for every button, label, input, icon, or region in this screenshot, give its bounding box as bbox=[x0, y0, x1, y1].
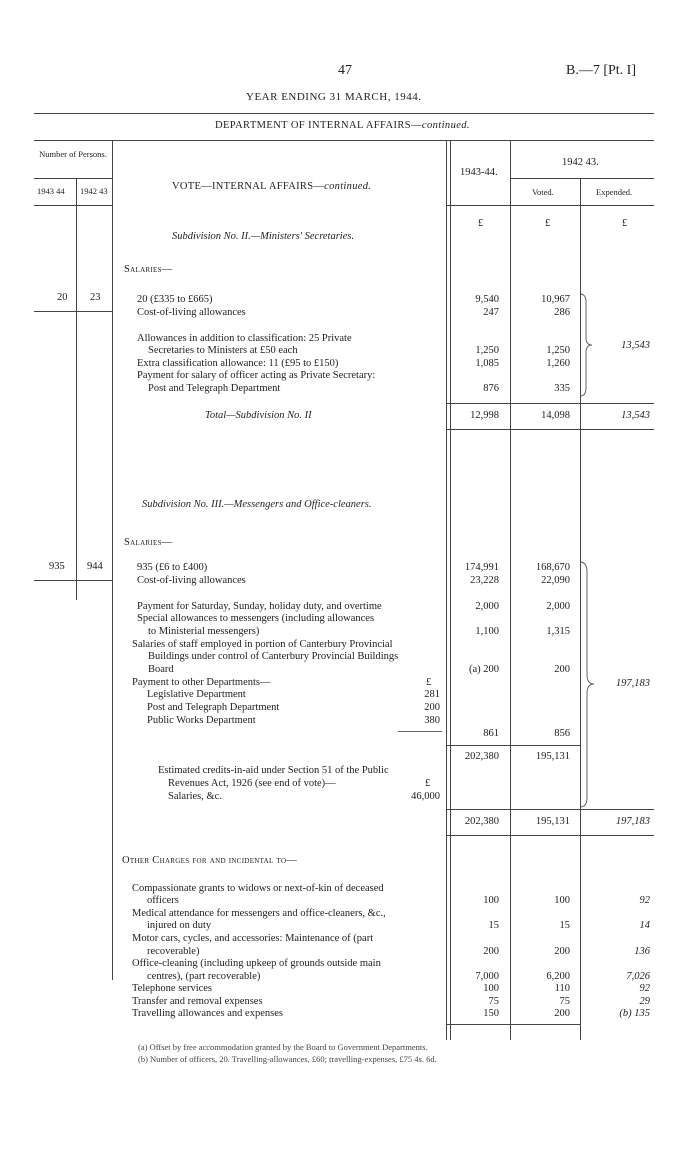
vote-title bbox=[172, 181, 371, 192]
sub2-est-5: 876 bbox=[483, 383, 499, 394]
other-line-transfer: Transfer and removal expenses bbox=[132, 996, 263, 1007]
sub3-persons-rule bbox=[34, 580, 112, 581]
sub2-est-2: 247 bbox=[483, 307, 499, 318]
sub3-line-canterbury-a: Salaries of staff employed in portion of Canterbury Provincial bbox=[132, 639, 393, 650]
other-line-office-cleaning-b: centres), (part recoverable) bbox=[147, 971, 261, 982]
other-line-motor-a: Motor cars, cycles, and accessories: Maintenance of (part bbox=[132, 933, 374, 944]
other-line-motor-b: recoverable) bbox=[147, 946, 200, 957]
sub3-est-4: 1,100 bbox=[475, 626, 499, 637]
persons-header-rule bbox=[34, 178, 112, 179]
subdivision-3-salaries-heading: Salaries— bbox=[124, 537, 173, 548]
col-header-prev-year: 1942 43. bbox=[562, 157, 599, 168]
sub2-total-voted: 14,098 bbox=[541, 410, 570, 421]
sub3-credits-line-b: Revenues Act, 1926 (see end of vote)— bbox=[168, 778, 336, 789]
persons-header-bottom-rule bbox=[34, 205, 112, 206]
sub2-line-salary-range bbox=[137, 294, 213, 305]
sub2-line-payment-b: Post and Telegraph Department bbox=[148, 383, 281, 394]
sub3-est-2: 23,228 bbox=[470, 575, 499, 586]
number-of-persons-header: Number of Persons. bbox=[39, 149, 107, 159]
sub2-line-allowances-b: Secretaries to Ministers at £50 each bbox=[148, 345, 298, 356]
sub3-dept-legislative: Legislative Department bbox=[147, 689, 246, 700]
estimate-column-left-rule bbox=[446, 140, 447, 1040]
other-bottom-rule bbox=[446, 1024, 580, 1025]
sub2-line-salary-range-text: 20 (£335 to £665) bbox=[137, 294, 213, 305]
sub2-est-3: 1,250 bbox=[475, 345, 499, 356]
other-est-5: 100 bbox=[483, 983, 499, 994]
sub3-credits-line-a: Estimated credits-in-aid under Section 51 of the Public bbox=[158, 765, 389, 776]
other-expended-4: 7,026 bbox=[626, 971, 650, 982]
other-est-6: 75 bbox=[488, 996, 499, 1007]
other-est-7: 150 bbox=[483, 1008, 499, 1019]
other-line-medical-b: injured on duty bbox=[147, 920, 212, 931]
sub3-line-canterbury-b: Buildings under control of Canterbury Provincial Buildings bbox=[148, 651, 399, 662]
other-line-office-cleaning-a: Office-cleaning (including upkeep of grounds outside main bbox=[132, 958, 381, 969]
sub3-total-expended: 197,183 bbox=[615, 816, 650, 827]
vote-title-text: VOTE—INTERNAL AFFAIRS— bbox=[172, 181, 325, 192]
header-rule bbox=[34, 113, 654, 114]
amounts-header-bottom-rule bbox=[446, 205, 654, 206]
sub3-line-special-allowances-a: Special allowances to messengers (including allowances bbox=[137, 613, 375, 624]
sub3-line-cost-of-living: Cost-of-living allowances bbox=[137, 575, 246, 586]
sub3-expended-group: 197,183 bbox=[615, 678, 650, 689]
sub3-line-other-departments: Payment to other Departments— bbox=[132, 677, 271, 688]
footnote-b: (b) Number of officers, 20. Travelling-allowances, £60; travelling-expenses, £75 4s. 6d. bbox=[138, 1054, 437, 1064]
other-est-3: 200 bbox=[483, 946, 499, 957]
other-line-travelling: Travelling allowances and expenses bbox=[132, 1008, 283, 1019]
other-charges-heading: Other Charges for and incidental to— bbox=[122, 855, 298, 866]
sub2-persons-1942: 23 bbox=[90, 292, 101, 303]
sub3-est-3: 2,000 bbox=[475, 601, 499, 612]
sub3-dept-public-works: Public Works Department bbox=[147, 715, 256, 726]
sub2-persons-1943: 20 bbox=[57, 292, 68, 303]
vote-title-continued: continued. bbox=[324, 181, 372, 192]
other-voted-2: 15 bbox=[559, 920, 570, 931]
sub3-dept-legislative-amount: 281 bbox=[424, 689, 440, 700]
sub3-line-special-allowances-b: to Ministerial messengers) bbox=[148, 626, 260, 637]
col-header-1942-43: 1942 43 bbox=[80, 186, 108, 196]
department-title-text: DEPARTMENT OF INTERNAL AFFAIRS— bbox=[215, 120, 422, 131]
other-est-1: 100 bbox=[483, 895, 499, 906]
sub3-credits-salaries: Salaries, &c. bbox=[168, 791, 222, 802]
other-est-2: 15 bbox=[488, 920, 499, 931]
subdivision-2-title: Subdivision No. II.—Ministers' Secretaries. bbox=[172, 231, 355, 242]
other-expended-6: 29 bbox=[639, 996, 650, 1007]
document-reference: B.—7 [Pt. I] bbox=[566, 63, 636, 78]
other-line-compassionate-b: officers bbox=[147, 895, 179, 906]
other-voted-3: 200 bbox=[554, 946, 570, 957]
sub2-line-extra-classification: Extra classification allowance: 11 (£95 to £150) bbox=[137, 358, 339, 369]
department-title-continued: continued. bbox=[421, 120, 470, 131]
sub3-est-1: 174,991 bbox=[464, 562, 499, 573]
sub3-est-6: 861 bbox=[483, 728, 499, 739]
sub3-total-top-rule bbox=[446, 809, 654, 810]
col-header-voted: Voted. bbox=[532, 187, 554, 197]
sub3-voted-3: 2,000 bbox=[546, 601, 570, 612]
sub3-subtotal-voted: 195,131 bbox=[535, 751, 570, 762]
sub3-dept-post-telegraph: Post and Telegraph Department bbox=[147, 702, 280, 713]
sub3-subtotal-estimate: 202,380 bbox=[464, 751, 499, 762]
other-voted-4: 6,200 bbox=[546, 971, 570, 982]
sub3-subtotal-rule bbox=[446, 745, 580, 746]
other-expended-3: 136 bbox=[634, 946, 650, 957]
sub3-persons-1942: 944 bbox=[87, 561, 103, 572]
other-expended-1: 92 bbox=[639, 895, 650, 906]
sub3-departments-pound: £ bbox=[426, 677, 432, 688]
persons-column-divider bbox=[76, 178, 77, 600]
sub3-total-voted: 195,131 bbox=[535, 816, 570, 827]
sub2-voted-3: 1,250 bbox=[546, 345, 570, 356]
sub3-persons-1943: 935 bbox=[49, 561, 65, 572]
sub2-total-estimate: 12,998 bbox=[470, 410, 499, 421]
sub3-line-salary-range: 935 (£6 to £400) bbox=[137, 562, 208, 573]
sub2-total-bottom-rule bbox=[446, 429, 654, 430]
sub3-line-overtime: Payment for Saturday, Sunday, holiday duty, and overtime bbox=[137, 601, 382, 612]
pound-sign-expended: £ bbox=[622, 218, 628, 229]
sub2-est-4: 1,085 bbox=[475, 358, 499, 369]
col-header-estimate: 1943-44. bbox=[460, 167, 498, 178]
voted-column-left-rule bbox=[510, 140, 511, 1040]
sub3-departments-rule bbox=[398, 731, 442, 732]
page-number: 47 bbox=[338, 63, 352, 78]
sub2-total-label: Total—Subdivision No. II bbox=[205, 410, 312, 421]
sub3-dept-post-telegraph-amount: 200 bbox=[424, 702, 440, 713]
subdivision-2-salaries-heading: Salaries— bbox=[124, 264, 173, 275]
persons-column-right-rule bbox=[112, 140, 113, 980]
sub3-dept-public-works-amount: 380 bbox=[424, 715, 440, 726]
estimate-column-left-rule-double bbox=[450, 140, 451, 1040]
other-line-telephone: Telephone services bbox=[132, 983, 213, 994]
sub3-line-canterbury-c: Board bbox=[148, 664, 174, 675]
footnote-a: (a) Offset by free accommodation granted by the Board to Government Departments. bbox=[138, 1042, 428, 1052]
sub2-voted-1: 10,967 bbox=[541, 294, 570, 305]
other-voted-7: 200 bbox=[554, 1008, 570, 1019]
other-voted-1: 100 bbox=[554, 895, 570, 906]
sub2-voted-2: 286 bbox=[554, 307, 570, 318]
col-header-expended: Expended. bbox=[596, 187, 633, 197]
sub2-voted-5: 335 bbox=[554, 383, 570, 394]
sub3-voted-6: 856 bbox=[554, 728, 570, 739]
sub2-line-allowances-a: Allowances in addition to classification: 25 Private bbox=[137, 333, 352, 344]
table-top-rule bbox=[34, 140, 654, 141]
col-header-1943-44: 1943 44 bbox=[37, 186, 65, 196]
other-expended-7: (b) 135 bbox=[619, 1008, 650, 1019]
pound-sign-voted: £ bbox=[545, 218, 551, 229]
sub2-persons-rule bbox=[34, 311, 112, 312]
sub3-voted-2: 22,090 bbox=[541, 575, 570, 586]
sub3-total-estimate: 202,380 bbox=[464, 816, 499, 827]
sub2-total-top-rule bbox=[446, 403, 654, 404]
year-title: YEAR ENDING 31 MARCH, 1944. bbox=[246, 91, 422, 103]
pound-sign-estimate: £ bbox=[478, 218, 484, 229]
sub3-total-bottom-rule bbox=[446, 835, 654, 836]
prev-year-header-rule bbox=[510, 178, 654, 179]
sub2-voted-4: 1,260 bbox=[546, 358, 570, 369]
sub2-expended-group: 13,543 bbox=[621, 340, 650, 351]
other-line-medical-a: Medical attendance for messengers and office-cleaners, &c., bbox=[132, 908, 386, 919]
department-title bbox=[215, 120, 470, 131]
sub3-est-5: (a) 200 bbox=[468, 664, 499, 675]
other-expended-5: 92 bbox=[639, 983, 650, 994]
subdivision-3-title: Subdivision No. III.—Messengers and Office-cleaners. bbox=[142, 499, 372, 510]
sub2-est-1: 9,540 bbox=[475, 294, 499, 305]
sub3-voted-1: 168,670 bbox=[535, 562, 570, 573]
sub3-voted-4: 1,315 bbox=[546, 626, 570, 637]
sub3-credits-pound: £ bbox=[425, 778, 431, 789]
other-voted-5: 110 bbox=[554, 983, 570, 994]
other-expended-2: 14 bbox=[639, 920, 650, 931]
sub3-voted-5: 200 bbox=[554, 664, 570, 675]
sub2-line-cost-of-living: Cost-of-living allowances bbox=[137, 307, 246, 318]
other-est-4: 7,000 bbox=[475, 971, 499, 982]
sub2-total-expended: 13,543 bbox=[621, 410, 650, 421]
other-voted-6: 75 bbox=[559, 996, 570, 1007]
sub3-credits-amount: 46,000 bbox=[411, 791, 440, 802]
other-line-compassionate-a: Compassionate grants to widows or next-of-kin of deceased bbox=[132, 883, 384, 894]
sub2-line-payment-a: Payment for salary of officer acting as Private Secretary: bbox=[137, 370, 376, 381]
